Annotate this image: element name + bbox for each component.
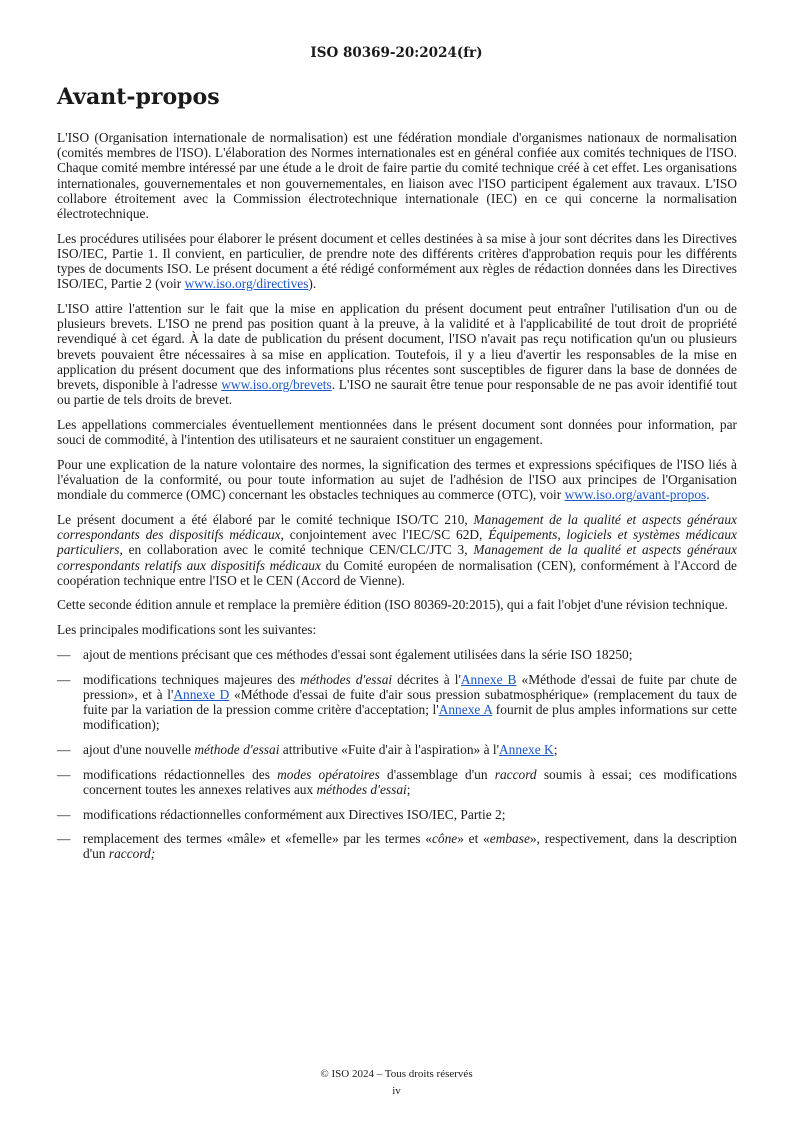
paragraph-trade-names: Les appellations commerciales éventuellement mentionnées dans le présent document sont données pour information, par souci de commodité, à l'intention des utilisateurs et ne sauraient constituer un engagement.: [57, 416, 737, 448]
list-item: — remplacement des termes «mâle» et «femelle» par les termes «cône» et «embase», respectivement, dans la description d'un raccord;: [57, 831, 737, 862]
annex-d-link[interactable]: Annexe D: [173, 686, 230, 702]
paragraph-patents: L'ISO attire l'attention sur le fait que la mise en application du présent document peut entraîner l'utilisation d'un ou de plusieurs brevets. L'ISO ne prend pas position quant à la preuve, à la validité et à l'applicabilité de tout droit de propriété revendiqué à cet égard. À la date de publication du présent document, l'ISO n'avait pas reçu notification qu'un ou plusieurs brevets pouvaient être nécessaires à sa mise en application. Toutefois, il y a lieu d'avertir les responsables de la mise en application du présent document que des informations plus récentes sont susceptibles de figurer dans la base de données de brevets, disponible à l'adresse www.iso.org/brevets. L'ISO ne saurait être tenue pour responsable de ne pas avoir identifié tout ou partie de tels droits de brevet.: [57, 301, 738, 408]
annex-a-link[interactable]: Annexe A: [438, 702, 493, 717]
list-item: — modifications rédactionnelles conformément aux Directives ISO/IEC, Partie 2;: [57, 806, 506, 822]
paragraph-voluntary-nature: Pour une explication de la nature volontaire des normes, la signification des termes et expressions spécifiques de l'ISO liés à l'évaluation de la conformité, ou pour toute information au sujet de l'adhésion de l'ISO aux principes de l'Organisation mondiale du commerce (OMC) concernant les obstacles techniques au commerce (OTC), voir www.iso.org/avant-propos.: [57, 456, 737, 503]
annex-k-link[interactable]: Annexe K: [499, 741, 554, 757]
page-footer: [0, 1066, 793, 1100]
document-body: [57, 130, 737, 871]
list-item: — modifications techniques majeures des méthodes d'essai décrites à l'Annexe B «Méthode d'essai de fuite par chute de pression», et à l'Annexe D «Méthode d'essai de fuite d'air sous pression subatmosphérique» (remplacement du taux de fuite par la variation de la pression comme critère d'acceptation; l'Annexe A fournit de plus amples informations sur cette modification);: [57, 671, 737, 733]
directives-link[interactable]: www.iso.org/directives: [184, 276, 309, 292]
paragraph-edition: Cette seconde édition annule et remplace la première édition (ISO 80369-20:2015), qui a fait l'objet d'une révision technique.: [57, 597, 728, 613]
list-item: — modifications rédactionnelles des modes opératoires d'assemblage d'un raccord soumis à essai; ces modifications concernent toutes les annexes relatives aux méthodes d'essai;: [57, 766, 737, 797]
paragraph-committee: Le présent document a été élaboré par le comité technique ISO/TC 210, Management de la qualité et aspects généraux correspondants des dispositifs médicaux, conjointement avec l'IEC/SC 62D, Équipements, logiciels et systèmes médicaux particuliers, en collaboration avec le comité technique CEN/CLC/JTC 3, Management de la qualité et aspects généraux correspondants relatifs aux dispositifs médicaux du Comité européen de normalisation (CEN), conformément à l'Accord de coopération technique entre l'ISO et le CEN (Accord de Vienne).: [57, 511, 737, 588]
page-number: iv: [392, 1085, 401, 1097]
document-header: ISO 80369-20:2024(fr): [310, 45, 483, 61]
page-title: Avant-propos: [57, 84, 220, 110]
paragraph-procedures: Les procédures utilisées pour élaborer le présent document et celles destinées à sa mise à jour sont décrites dans les Directives ISO/IEC, Partie 1. Il convient, en particulier, de prendre note des différents critères d'approbation requis pour les différents types de documents ISO. Le présent document a été rédigé conformément aux règles de rédaction données dans les Directives ISO/IEC, Partie 2 (voir www.iso.org/directives).: [57, 230, 737, 292]
list-item: — ajout de mentions précisant que ces méthodes d'essai sont également utilisées dans la série ISO 18250;: [57, 646, 633, 662]
annex-b-link[interactable]: Annexe B: [460, 671, 517, 687]
patents-link[interactable]: www.iso.org/brevets: [221, 377, 332, 393]
copyright-notice: © ISO 2024 – Tous droits réservés: [320, 1068, 473, 1080]
paragraph-iso-intro: L'ISO (Organisation internationale de normalisation) est une fédération mondiale d'organismes nationaux de normalisation (comités membres de l'ISO). L'élaboration des Normes internationales est en général confiée aux comités techniques de l'ISO. Chaque comité membre intéressé par une étude a le droit de faire partie du comité technique créé à cet effet. Les organisations internationales, gouvernementales et non gouvernementales, en liaison avec l'ISO participent également aux travaux. L'ISO collabore étroitement avec la Commission électrotechnique internationale (IEC) en ce qui concerne la normalisation électrotechnique.: [57, 130, 737, 222]
paragraph-changes-intro: Les principales modifications sont les suivantes:: [57, 622, 317, 638]
foreword-link[interactable]: www.iso.org/avant-propos: [564, 487, 707, 503]
list-item: — ajout d'une nouvelle méthode d'essai attributive «Fuite d'air à l'aspiration» à l'Annexe K;: [57, 741, 558, 757]
changes-list: [57, 647, 737, 862]
